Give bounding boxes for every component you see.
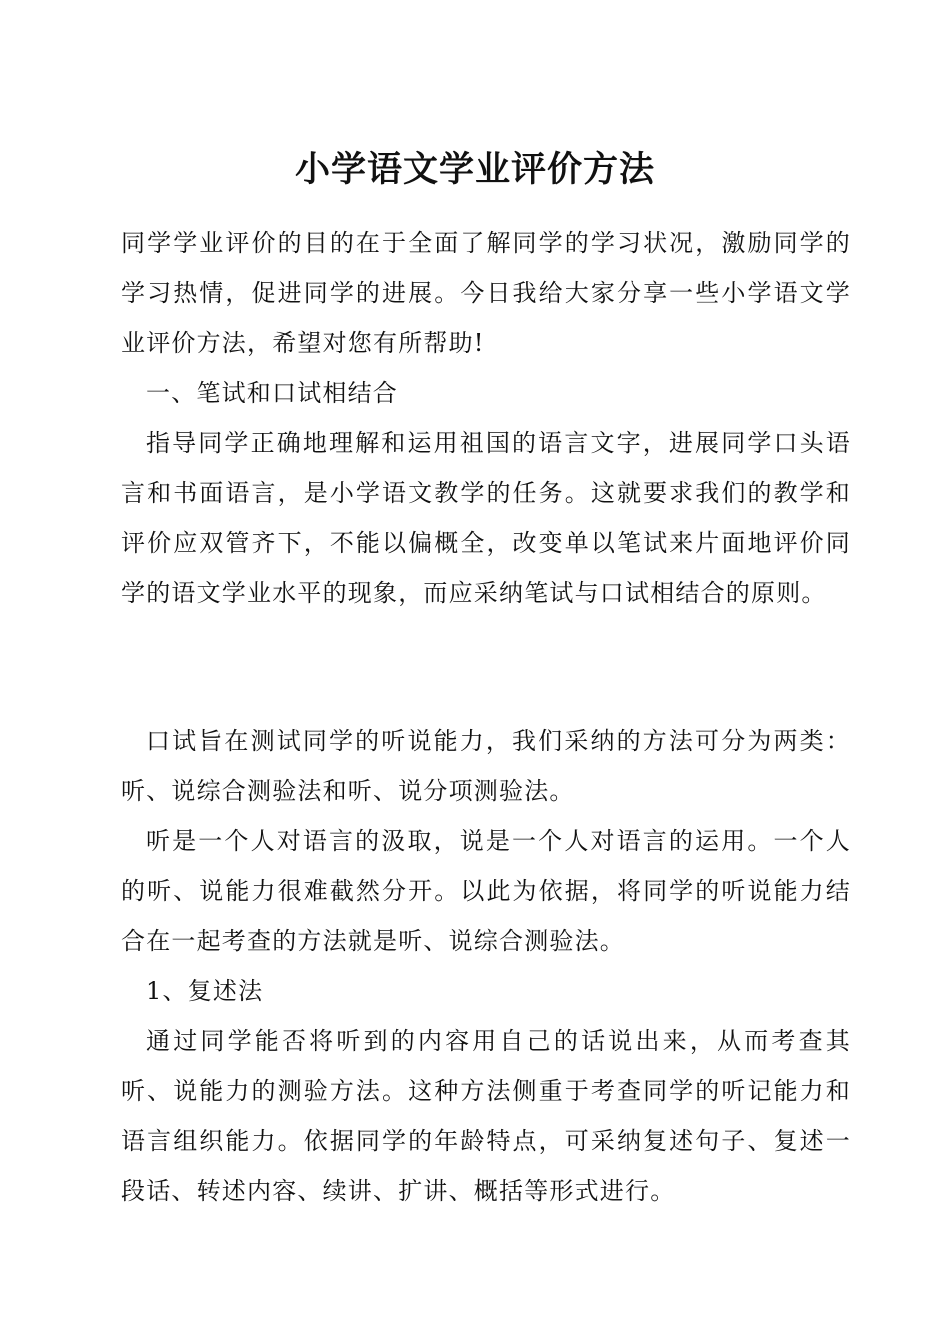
paragraph-task: 指导同学正确地理解和运用祖国的语言文字，进展同学口头语言和书面语言，是小学语文教学的任务。这就要求我们的教学和评价应双管齐下，不能以偏概全，改变单以笔试来片面地评价同学的语文学业水平的现象，而应采纳笔试与口试相结合的原则。 <box>121 429 851 607</box>
subheading-retelling: 1、复述法 <box>146 977 264 1005</box>
paragraph-oral-test: 口试旨在测试同学的听说能力，我们采纳的方法可分为两类：听、说综合测验法和听、说分项测验法。 <box>121 727 851 805</box>
paragraph-retelling-method: 通过同学能否将听到的内容用自己的话说出来，从而考查其听、说能力的测验方法。这种方法侧重于考查同学的听记能力和语言组织能力。依据同学的年龄特点，可采纳复述句子、复述一段话、转述内容、续讲、扩讲、概括等形式进行。 <box>121 1027 851 1205</box>
document-title: 小学语文学业评价方法 <box>294 149 655 190</box>
intro-paragraph: 同学学业评价的目的在于全面了解同学的学习状况，激励同学的学习热情，促进同学的进展。今日我给大家分享一些小学语文学业评价方法，希望对您有所帮助! <box>121 229 851 357</box>
paragraph-listening-speaking: 听是一个人对语言的汲取，说是一个人对语言的运用。一个人的听、说能力很难截然分开。以此为依据，将同学的听说能力结合在一起考查的方法就是听、说综合测验法。 <box>121 827 851 955</box>
section-heading-written-oral: 一、笔试和口试相结合 <box>146 379 398 407</box>
